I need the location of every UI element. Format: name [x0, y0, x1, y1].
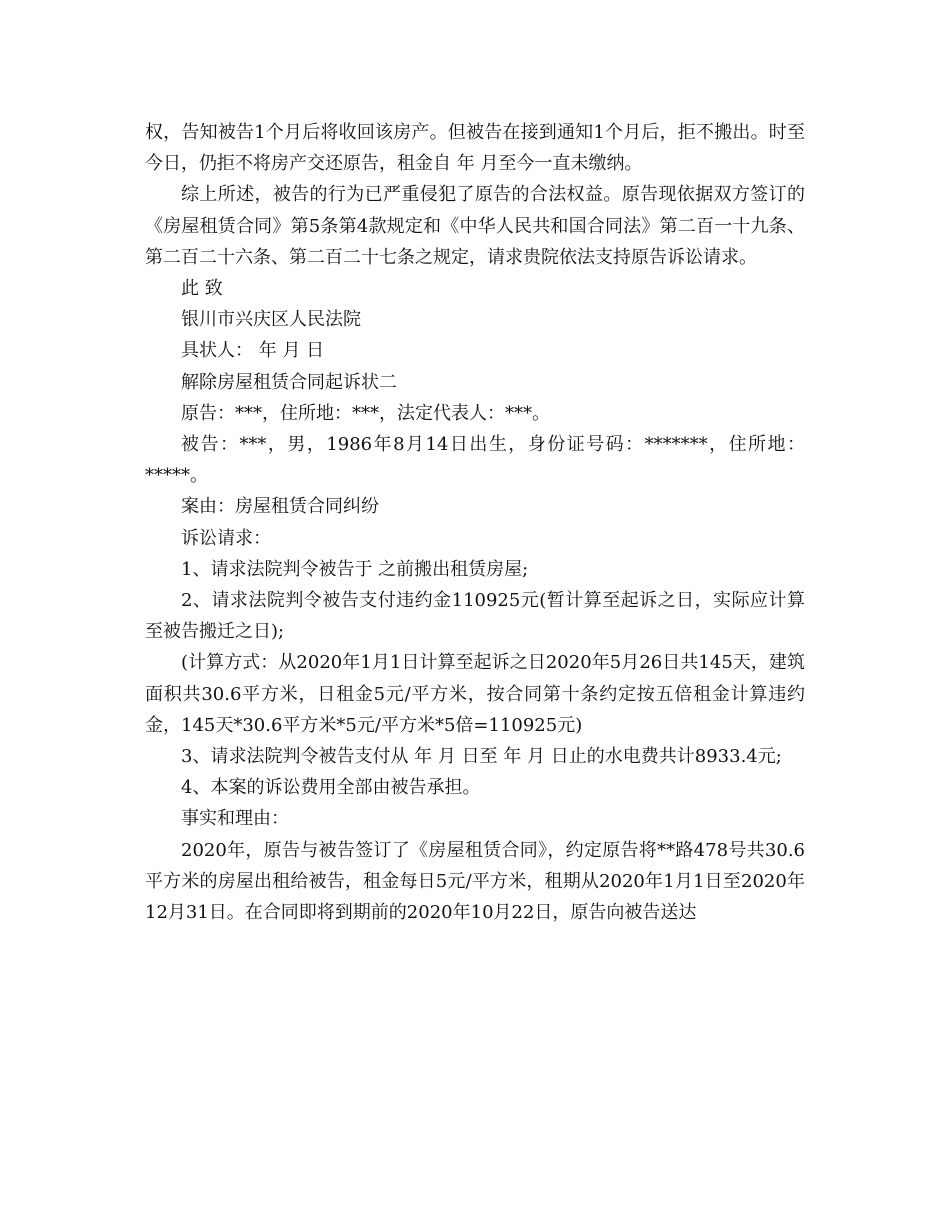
court-name: 银川市兴庆区人民法院 — [181, 309, 361, 331]
facts-heading: 事实和理由： — [181, 808, 289, 830]
claim-item: 4、本案的诉讼费用全部由被告承担。 — [181, 777, 481, 799]
claims-heading: 诉讼请求： — [181, 527, 271, 549]
plaintiff-info: 原告：***，住所地：***，法定代表人：***。 — [181, 402, 550, 424]
claim-item: 2、请求法院判令被告支付违约金110925元(暂计算至起诉之日，实际应计算至被告搬迁之日); — [145, 590, 805, 643]
paragraph: 综上所述，被告的行为已严重侵犯了原告的合法权益。原告现依据双方签订的《房屋租赁合同》第5条第4款规定和《中华人民共和国合同法》第二百一十九条、第二百二十六条、第二百二十七条之规定，请求贵院依法支持原告诉讼请求。 — [145, 184, 805, 268]
defendant-info: 被告：***，男，1986年8月14日出生，身份证号码：*******，住所地：*****。 — [145, 434, 805, 487]
paragraph: 权，告知被告1个月后将收回该房产。但被告在接到通知1个月后，拒不搬出。时至今日，仍拒不将房产交还原告，租金自 年 月至今一直未缴纳。 — [145, 122, 805, 175]
section-title: 解除房屋租赁合同起诉状二 — [181, 371, 397, 393]
claim-item: 3、请求法院判令被告支付从 年 月 日至 年 月 日止的水电费共计8933.4元; — [181, 746, 782, 768]
signature-line: 具状人： 年 月 日 — [181, 340, 325, 362]
document-body — [145, 117, 805, 928]
salutation: 此 致 — [181, 278, 223, 300]
case-cause: 案由：房屋租赁合同纠纷 — [181, 496, 379, 518]
calculation-note: (计算方式：从2020年1月1日计算至起诉之日2020年5月26日共145天，建筑面积共30.6平方米，日租金5元/平方米，按合同第十条约定按五倍租金计算违约金，145天*30.6平方米*5元/平方米*5倍=110925元) — [145, 652, 805, 736]
claim-item: 1、请求法院判令被告于 之前搬出租赁房屋; — [181, 558, 529, 580]
paragraph: 2020年，原告与被告签订了《房屋租赁合同》，约定原告将**路478号共30.6平方米的房屋出租给被告，租金每日5元/平方米，租期从2020年1月1日至2020年12月31日。在合同即将到期前的2020年10月22日，原告向被告送达 — [145, 839, 805, 924]
